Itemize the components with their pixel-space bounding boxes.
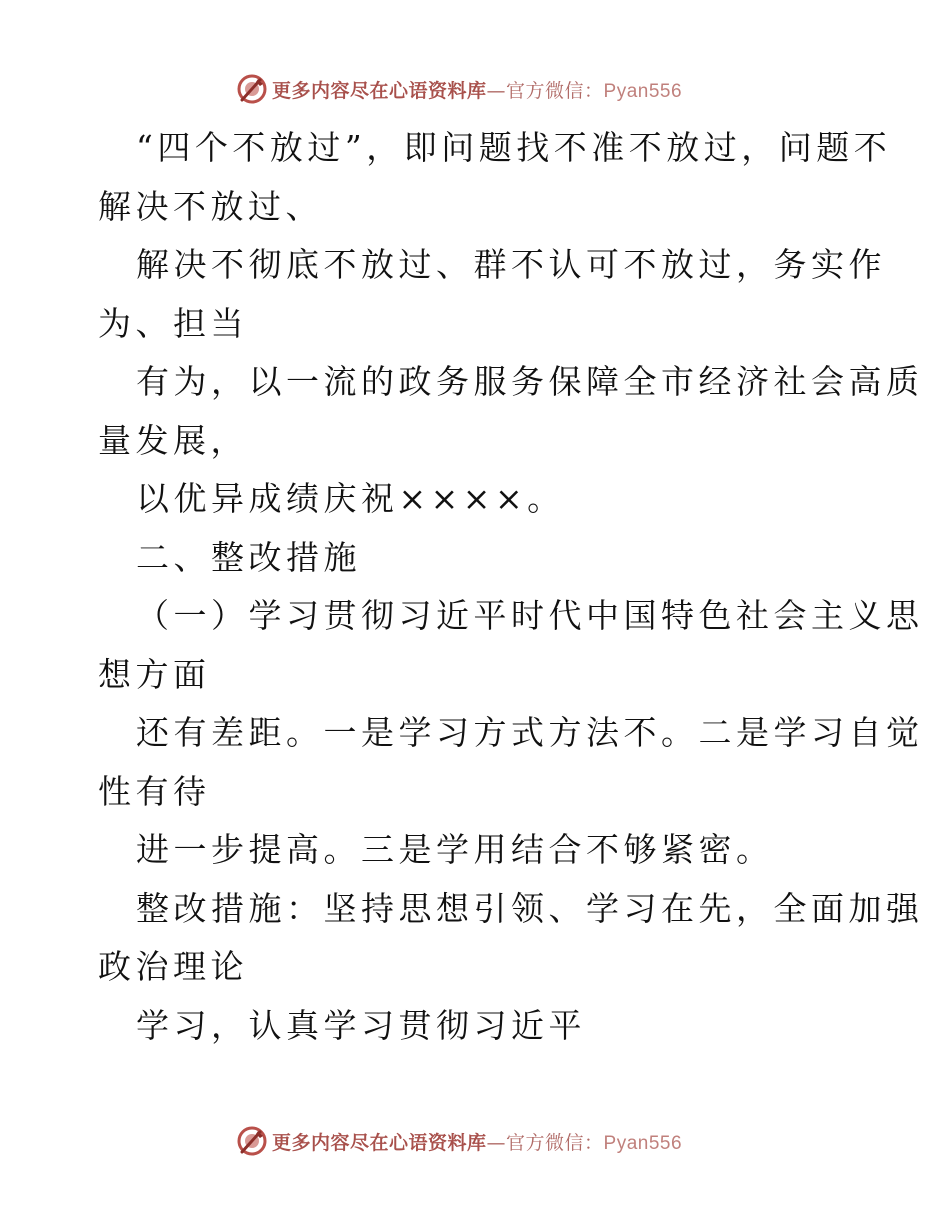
paragraph-line: 性有待 bbox=[98, 771, 211, 811]
seal-pen-icon bbox=[236, 73, 268, 105]
paragraph-line: 解决不放过、 bbox=[98, 186, 323, 226]
watermark-header bbox=[236, 72, 756, 106]
watermark-separator: — bbox=[486, 79, 507, 102]
paragraph-line: 有为，以一流的政务服务保障全市经济社会高质 bbox=[136, 362, 924, 401]
paragraph-line: 学习，认真学习贯彻习近平 bbox=[136, 1005, 586, 1045]
watermark-id: Pyan556 bbox=[603, 1132, 683, 1154]
paragraph-line: “四个不放过”，即问题找不准不放过，问题不 bbox=[136, 128, 892, 167]
watermark-main: 更多内容尽在心语资料库 bbox=[272, 1131, 487, 1154]
subsection-heading: （一）学习贯彻习近平时代中国特色社会主义思 bbox=[136, 596, 924, 635]
watermark-separator: — bbox=[486, 1131, 507, 1154]
paragraph-line: 量发展， bbox=[98, 420, 248, 460]
paragraph-line: 解决不彻底不放过、群不认可不放过，务实作 bbox=[136, 245, 886, 284]
watermark-main: 更多内容尽在心语资料库 bbox=[272, 79, 487, 102]
seal-pen-icon bbox=[236, 1125, 268, 1157]
paragraph-line: 整改措施：坚持思想引领、学习在先，全面加强 bbox=[136, 888, 924, 928]
watermark-footer bbox=[236, 1124, 756, 1158]
paragraph-line: 以优异成绩庆祝××××。 bbox=[136, 479, 565, 518]
paragraph-line: 想方面 bbox=[98, 654, 211, 694]
paragraph-line: 为、担当 bbox=[98, 303, 248, 343]
watermark-id: Pyan556 bbox=[603, 80, 683, 102]
watermark-text bbox=[272, 76, 682, 103]
watermark-official: 官方微信： bbox=[506, 1131, 604, 1154]
paragraph-line: 还有差距。一是学习方式方法不。二是学习自觉 bbox=[136, 713, 924, 752]
watermark-text bbox=[272, 1128, 682, 1155]
paragraph-line: 进一步提高。三是学用结合不够紧密。 bbox=[136, 830, 774, 869]
document-body bbox=[98, 119, 924, 1055]
section-heading: 二、整改措施 bbox=[136, 537, 361, 577]
paragraph-line: 政治理论 bbox=[98, 947, 248, 986]
watermark-official: 官方微信： bbox=[506, 79, 604, 102]
